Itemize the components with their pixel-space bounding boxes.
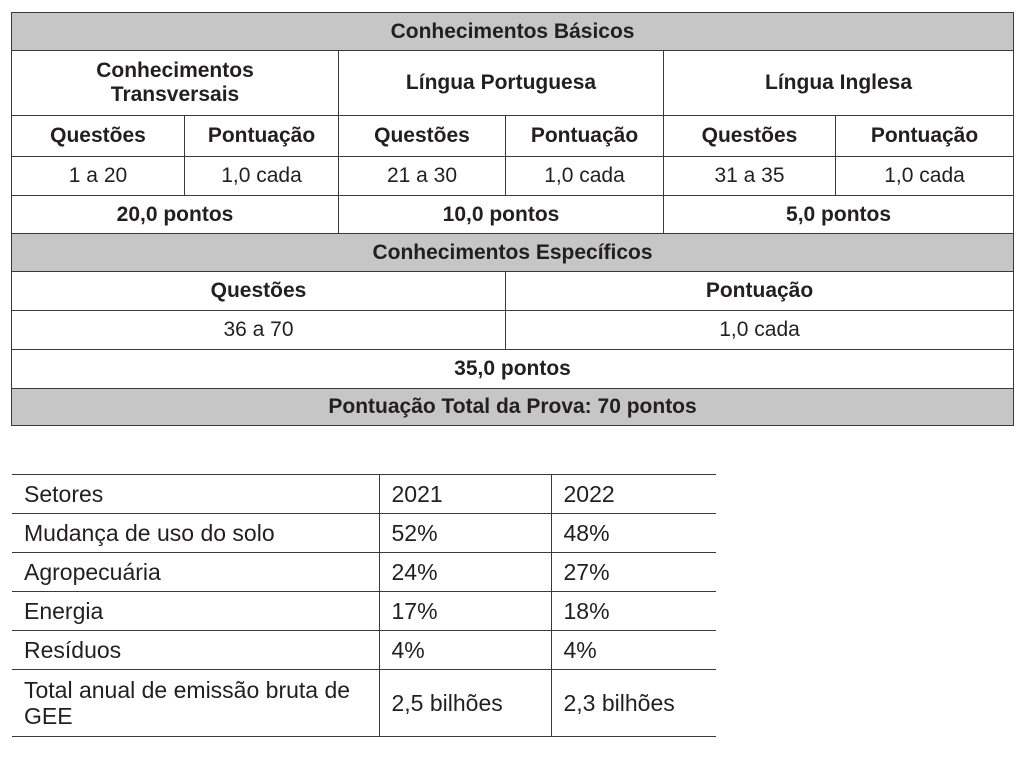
header-score: Pontuação xyxy=(836,116,1014,157)
header-score: Pontuação xyxy=(506,116,664,157)
table-row xyxy=(12,514,716,553)
value-2022: 48% xyxy=(551,514,716,553)
value-2022: 4% xyxy=(551,631,716,670)
total-label: Total anual de emissão bruta de GEE xyxy=(12,670,379,737)
total-2021: 2,5 bilhões xyxy=(379,670,551,737)
sector-name: Agropecuária xyxy=(12,553,379,592)
specific-subtotal: 35,0 pontos xyxy=(12,350,1014,389)
value-2021: 4% xyxy=(379,631,551,670)
subtotal-english: 5,0 pontos xyxy=(664,196,1014,234)
table-row xyxy=(12,553,716,592)
table-row xyxy=(12,475,716,514)
value-2021: 17% xyxy=(379,592,551,631)
header-score: Pontuação xyxy=(185,116,339,157)
table-row xyxy=(12,592,716,631)
score-value: 1,0 cada xyxy=(185,157,339,196)
value-2021: 24% xyxy=(379,553,551,592)
specific-header-score: Pontuação xyxy=(506,272,1014,311)
header-sectors: Setores xyxy=(12,475,379,514)
value-2021: 52% xyxy=(379,514,551,553)
sector-name: Resíduos xyxy=(12,631,379,670)
header-questions: Questões xyxy=(12,116,185,157)
specific-score-value: 1,0 cada xyxy=(506,311,1014,350)
exam-score-table xyxy=(11,12,1014,426)
specific-header-questions: Questões xyxy=(12,272,506,311)
basic-knowledge-title: Conhecimentos Básicos xyxy=(12,13,1014,51)
header-2021: 2021 xyxy=(379,475,551,514)
subtotal-transversal: 20,0 pontos xyxy=(12,196,339,234)
table-row xyxy=(12,631,716,670)
sector-name: Mudança de uso do solo xyxy=(12,514,379,553)
questions-value: 31 a 35 xyxy=(664,157,836,196)
sector-name: Energia xyxy=(12,592,379,631)
total-2022: 2,3 bilhões xyxy=(551,670,716,737)
questions-value: 21 a 30 xyxy=(339,157,506,196)
gee-emissions-table xyxy=(12,474,716,737)
header-questions: Questões xyxy=(664,116,836,157)
questions-value: 1 a 20 xyxy=(12,157,185,196)
subject-english: Língua Inglesa xyxy=(664,51,1014,116)
specific-questions-value: 36 a 70 xyxy=(12,311,506,350)
score-value: 1,0 cada xyxy=(836,157,1014,196)
value-2022: 18% xyxy=(551,592,716,631)
subject-portuguese: Língua Portuguesa xyxy=(339,51,664,116)
header-questions: Questões xyxy=(339,116,506,157)
table-row xyxy=(12,670,716,737)
header-2022: 2022 xyxy=(551,475,716,514)
score-value: 1,0 cada xyxy=(506,157,664,196)
specific-knowledge-title: Conhecimentos Específicos xyxy=(12,234,1014,272)
value-2022: 27% xyxy=(551,553,716,592)
subtotal-portuguese: 10,0 pontos xyxy=(339,196,664,234)
grand-total: Pontuação Total da Prova: 70 pontos xyxy=(12,389,1014,426)
subject-transversal: Conhecimentos Transversais xyxy=(12,51,339,116)
